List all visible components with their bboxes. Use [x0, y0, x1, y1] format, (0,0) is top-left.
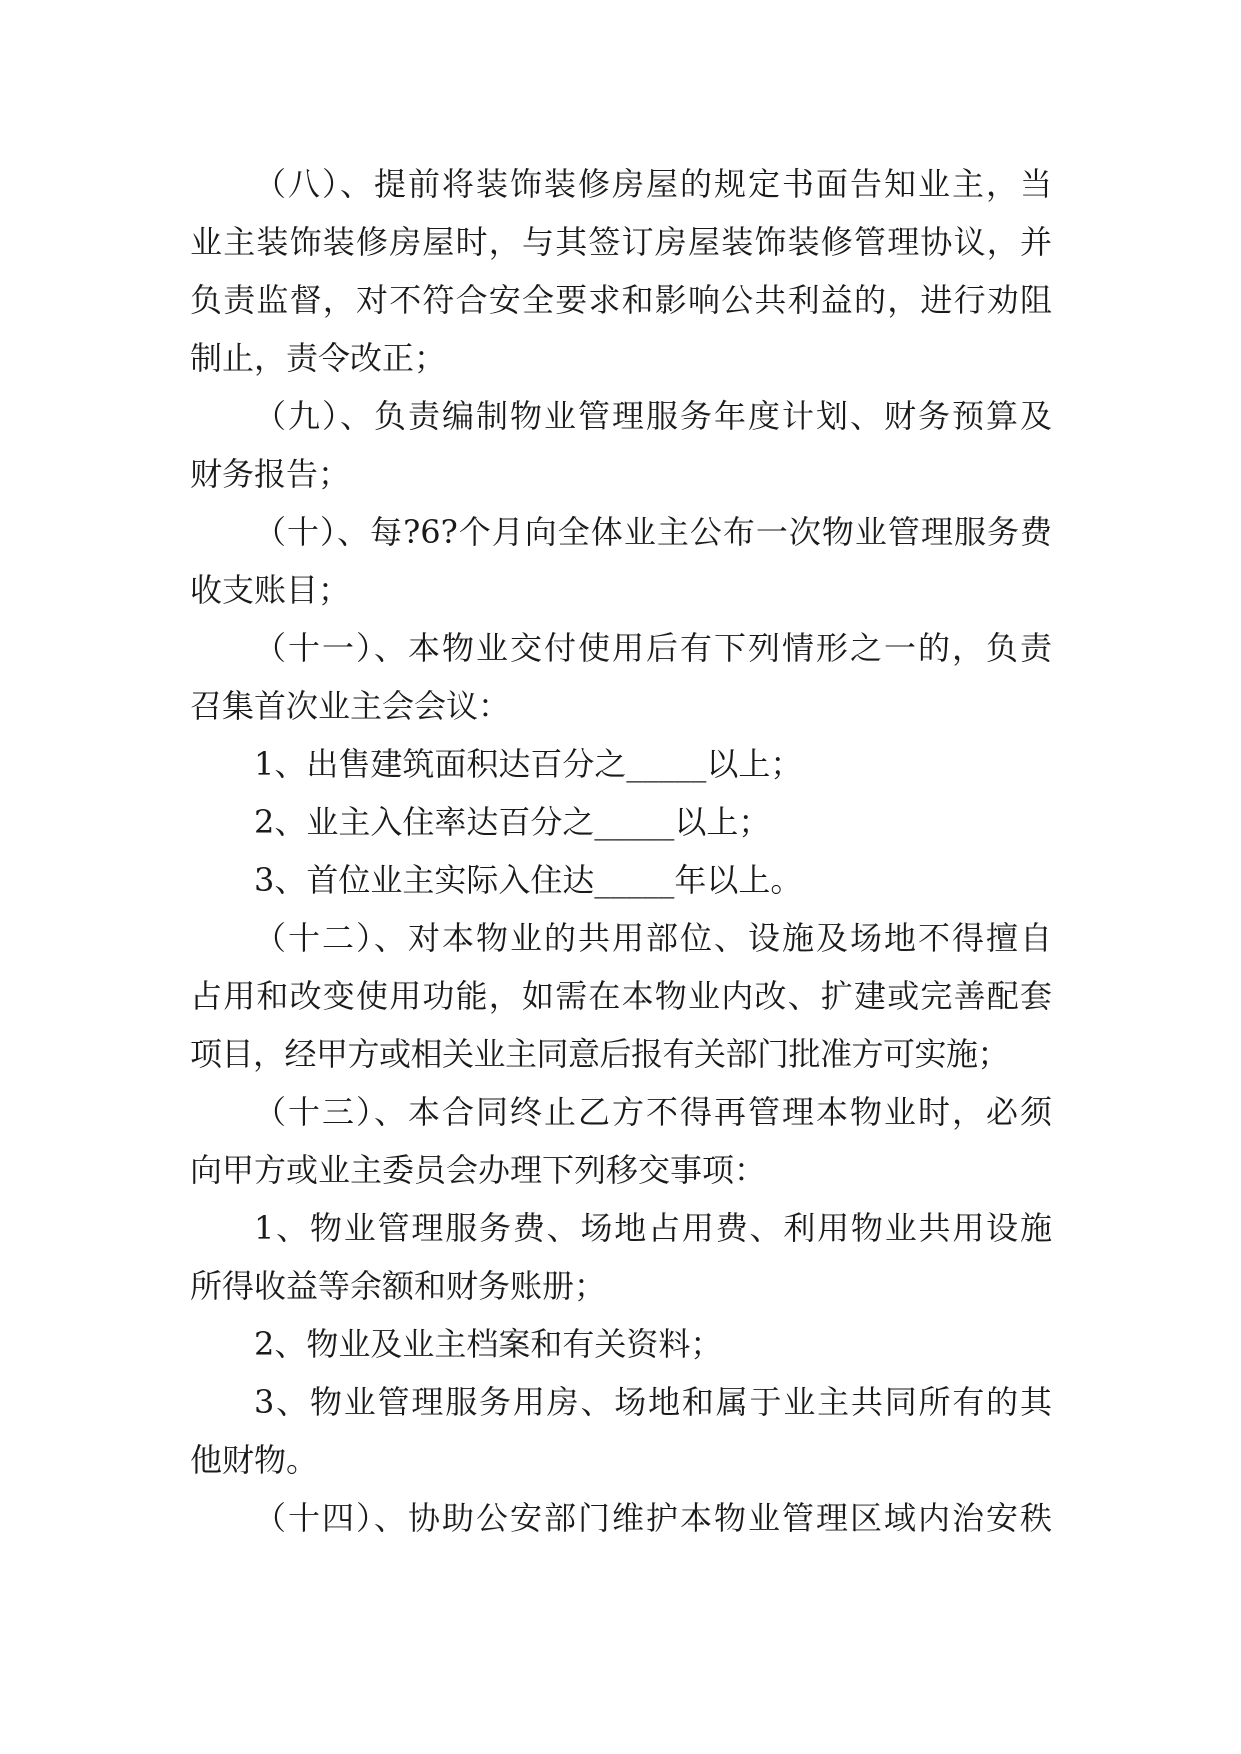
text-line: 他财物。: [190, 1441, 319, 1479]
text-line: 向甲方或业主委员会办理下列移交事项：: [190, 1151, 767, 1189]
text-line: 制止，责令改正；: [190, 339, 447, 377]
text-line: 负责监督，对不符合安全要求和影响公共利益的，进行劝阻: [190, 281, 1052, 319]
text-line: （十三）、本合同终止乙方不得再管理本物业时，必须: [254, 1093, 1052, 1131]
text-line: 业主装饰装修房屋时，与其签订房屋装饰装修管理协议，并: [190, 223, 1052, 261]
text-line: 2、业主入住率达百分之_____以上；: [254, 803, 771, 841]
document-page: [190, 155, 1052, 1547]
text-line: 所得收益等余额和财务账册；: [190, 1267, 607, 1305]
text-line: 收支账目；: [190, 571, 351, 609]
text-line: 召集首次业主会会议：: [190, 687, 511, 725]
text-line: （十二）、对本物业的共用部位、设施及场地不得擅自: [254, 919, 1052, 957]
text-line: （十一）、本物业交付使用后有下列情形之一的，负责: [254, 629, 1052, 667]
text-line: 财务报告；: [190, 455, 351, 493]
text-line: （九）、负责编制物业管理服务年度计划、财务预算及: [254, 397, 1052, 435]
text-line: （十）、每?6?个月向全体业主公布一次物业管理服务费: [254, 513, 1052, 551]
text-line: 2、物业及业主档案和有关资料；: [254, 1325, 723, 1363]
text-line: （八）、提前将装饰装修房屋的规定书面告知业主，当: [254, 165, 1052, 203]
text-line: 占用和改变使用功能，如需在本物业内改、扩建或完善配套: [190, 977, 1052, 1015]
text-line: 1、物业管理服务费、场地占用费、利用物业共用设施: [254, 1209, 1052, 1247]
text-line: 项目，经甲方或相关业主同意后报有关部门批准方可实施；: [190, 1035, 1010, 1073]
text-line: 3、物业管理服务用房、场地和属于业主共同所有的其: [254, 1383, 1052, 1421]
text-line: 3、首位业主实际入住达_____年以上。: [254, 861, 803, 899]
text-line: 1、出售建筑面积达百分之_____以上；: [254, 745, 803, 783]
text-line: （十四）、协助公安部门维护本物业管理区域内治安秩: [254, 1499, 1052, 1537]
